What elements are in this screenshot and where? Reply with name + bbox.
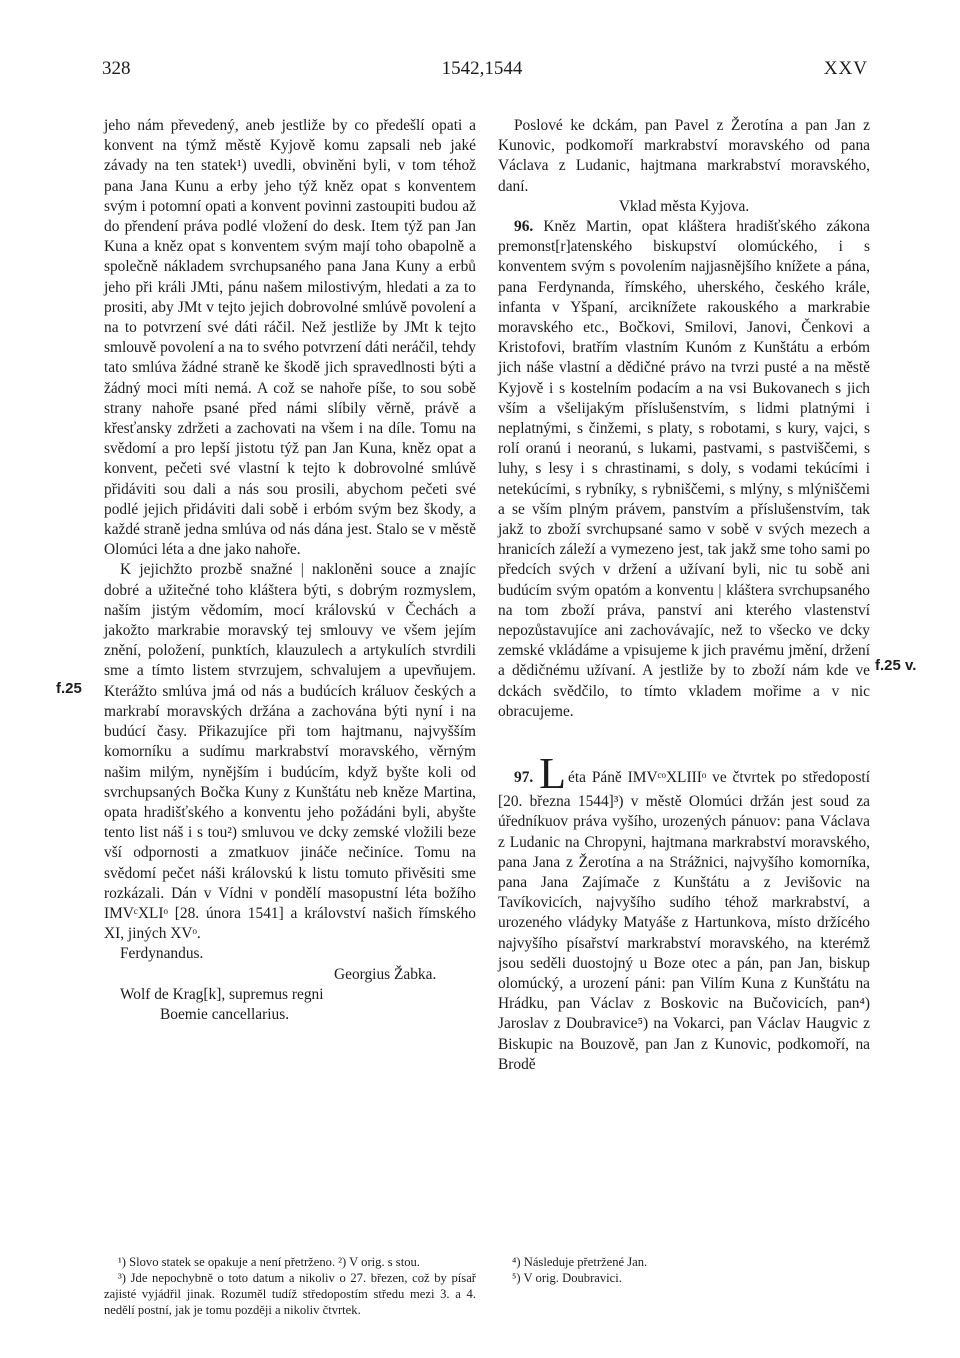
footnote-4: ⁴) Následuje přetržené Jan. <box>512 1255 648 1269</box>
signature-boemie: Boemie cancellarius. <box>160 1005 290 1023</box>
section-number-97: 97. <box>514 769 534 787</box>
folio-marker-left: f.25 <box>56 680 82 697</box>
drop-capital: L <box>539 749 567 799</box>
right-column <box>498 116 870 1075</box>
left-paragraph-1: jeho nám převedený, aneb jestliže by co předešlí opati a konvent na týmž městě Kyjově komu zapsali neb jaké závady na ten statek¹) uvedli, obviněni byli, v tom téhož pana Jana Kunu a erby jeho týž kněz opat s konventem svým i potomní opati a konvent povinni zastoupiti budou až do přendení práva podlé vložení do desk. Item týž pan Jan Kuna a kněz opat s konventem svým mají toho obapolně a společně nákladem svrchupsaného pana Jana Kuny a erbů jeho při králi JMti, pánu našem milostivým, hledati a za to prositi, aby JMt v tejto jejich dobrovolné smlúvě povolení a na to potvrzení své dáti ráčil. Než jestliže by JMt k tejto smlouvě povolení a na to svého potvrzení dáti neráčil, tehdy tato smlúva žádné straně ke škodě jich spravedlnosti býti a žádný moci míti nemá. A což se nahoře píše, to sou sobě strany nahoře psané před námi slíbily věrně, právě a křesťansky zdržeti a zachovati na všem i na díle. Tomu na svědomí a pro lepší jistotu týž pan Jan Kuna, kněz opat a konvent, pečeti své vlastní k tejto k dobrovolné smlúvě přidáviti sou dali a nás sou prosili, abychom pečeti své podlé jejich přidáviti dali sobě i erbóm svým bez škody, a každé straně jedna smlúva od nás dána jest. Stalo se v městě Olomúci léta a dne jako nahoře. <box>104 117 476 559</box>
right-paragraph-1: Poslové ke dckám, pan Pavel z Žerotína a pan Jan z Kunovic, podkomoří markrabství moravského od pana Václava z Ludanic, hajtmana markrabství moravského, daní. <box>498 117 870 195</box>
section-97-text: éta Páně IMVᶜᵒXLIIIᵒ ve čtvrtek po středopostí [20. března 1544]³) v městě Olomúci držán jest soud za úředníkuov práva vyšího, urozených pánuov: pana Václava z Ludanic na Chropyni, hajtmana markrabství moravského, pana Jana z Žerotína a na Strážnici, najvyšího komorníka, pana Jana Zajímače z Kunštátu a z Jevišovic na Tavíkovicích, najvyšího sudího téhož markrabství, a urozeného vládyky Matyáše z Hartunkova, místo držícého najvyšího písařství markrabství moravského, na kterémž jsou seděli duostojný u Boze otec a pán, pan Jan, biskup olomúcký, a urození páni: pan Vilím Kuna z Kunštátu na Hrádku, pan Václav z Boskovic na Bučovicích, pan⁴) Jaroslav z Doubravice⁵) na Vokarci, pan Václav Haugvic z Biskupic na Bouzově, pan Jan z Kunovic, podkomoří, na Brodě <box>498 769 870 1073</box>
signature-zabka: Georgius Žabka. <box>334 965 437 983</box>
section-97 <box>498 749 870 1075</box>
page-number: 328 <box>102 58 131 79</box>
section-96-text: Kněz Martin, opat kláštera hradišťského zákona premonst[r]atenského biskupství olomúckého, i s konventem svým s povolením najjasnějšího knížete a pána, pana Ferdynanda, římského, uherského, českého krále, infanta v Yšpaní, arciknížete rakouského a markrabie moravského etc., Bočkovi, Smilovi, Janovi, Čenkovi a Kristofovi, bratřím vlastním Kunóm z Kunštátu a erbóm jich náše vlastní a dědičné právo na tvrzi pusté a na městě Kyjově i s kostelním podacím a na vsi Bukovanech s jich vším a všelijakým příslušenstvím, s lidmi platnými i neplatnými, s činžemi, s platy, s robotami, s kury, vajci, s rolí oranú i neoranú, s lukami, pastvami, s pastviščemi, s luhy, s lesy i s chrastinami, s doly, s vodami tekúcími i netekúcími, s rybníky, s rybniščemi, s mlýny, s mlýniščemi a se vším plným právem, panstvím a příslušenstvím, tak jakž to zboží svrchupsané samo v sobě v svých mezech a hranicích záleží a vymezeno jest, tak jakž sme toho sami po předcích svých v držení a užívaní byli, nic tu sobě ani budúcím svým opatóm a konventu | kláštera svrchupsaného na tom zboží práva, panství ani kterého vlastenství nepozůstavujíce ani zachovávajíc, než to všecko ve dcky zemské vkládáme a vpisujeme k jich pravému jmění, držení a dědičnému užívaní. A jestliže by to zboží nám kde ve dckách svědčilo, to tímto vkladem mořime a v nic obracujeme. <box>498 218 870 720</box>
left-column <box>104 116 476 1025</box>
left-paragraph-2: K jejichžto prozbě snažné | nakloněni souce a znajíc dobré a užitečné toho kláštera býti, s dobrým rozmyslem, naším jistým vědomím, mocí královskú v Čechách a jakožto markrabie moravský tej smlouvy ve všem jejím znění, položení, punktích, klauzulech a artykulích stvrdili sme a tímto listem stvrzujem, schvalujem a upevňujem. Kterážto smlúva jmá od nás a budúcích králuov českých a markrabí moravských držána a zachována býti nyní i na budúcí časy. Přikazujíce při tom hajtmanu, najvyšším komorníku a sudímu markrabství moravského, věrným našim milým, nynějším i budúcím, když byšte koli od svrchupsaných Bočka Kuny z Kunštátu neb kněze Martina, opata hradišťského a konventu jeho požádáni byli, abyšte tento list náš i s tou²) smluvou ve dcky zemské vložili beze vší odpornosti a zmatkuov jináče nečiníce. Tomu na svědomí pečet náši královskú k listu tomuto přivěsiti sme rozkázali. Dán v Vídni v pondělí masopustní léta božího IMVᶜXLIᵒ [28. února 1541] a království našich římského XI, jiných XVᵒ. <box>104 561 476 943</box>
signature-wolf: Wolf de Krag[k], supremus regni <box>120 985 324 1003</box>
folio-marker-right: f.25 v. <box>875 657 917 674</box>
section-heading-vklad: Vklad města Kyjova. <box>618 197 750 215</box>
signature-ferdinand: Ferdynandus. <box>120 945 204 963</box>
footnotes-left <box>104 1254 476 1318</box>
section-96 <box>498 217 870 722</box>
footnote-1-2: ¹) Slovo statek se opakuje a není přetrženo. ²) V orig. s stou. <box>118 1255 420 1269</box>
footnote-3: ³) Jde nepochybně o toto datum a nikoliv o 27. březen, což by písař zajisté vyjádřil jinak. Rozuměl tudíž středopostím středu mezi 3. a 4. nedělí postní, jak je tomu později a nikoliv čtvrtek. <box>104 1271 476 1317</box>
footnote-5: ⁵) V orig. Doubravici. <box>512 1271 622 1285</box>
running-head-years: 1542,1544 <box>441 58 523 79</box>
page-header <box>96 58 868 88</box>
chapter-roman-numeral: XXV <box>823 58 868 79</box>
section-number-96: 96. <box>514 218 534 236</box>
footnotes-right <box>498 1254 870 1286</box>
